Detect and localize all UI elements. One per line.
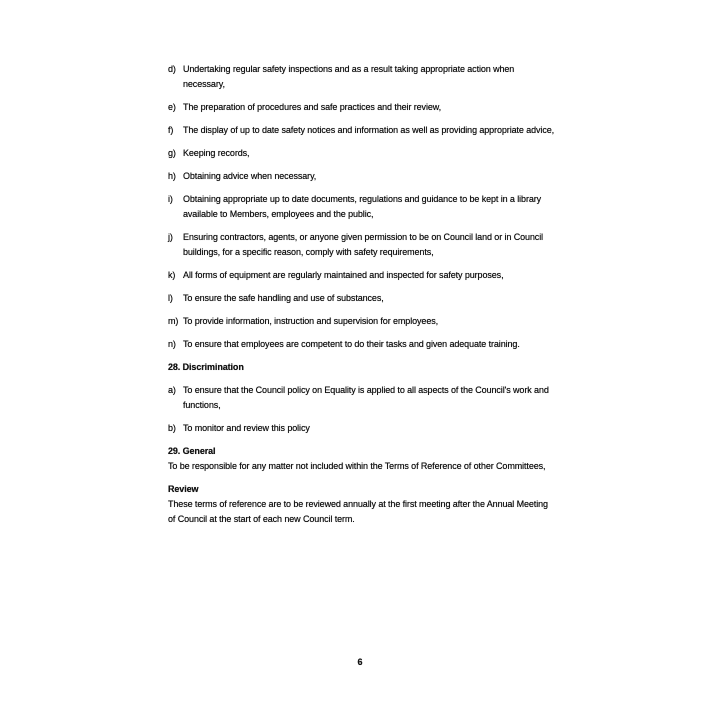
- list-item-label: l): [168, 293, 173, 303]
- list-item-text: All forms of equipment are regularly maintained and inspected for safety purposes,: [183, 270, 504, 280]
- list-item-label: e): [168, 102, 176, 112]
- list-item-text: To ensure that employees are competent to do their tasks and given adequate training.: [183, 339, 520, 349]
- list-item-label: b): [168, 423, 176, 433]
- list-item-i: [168, 192, 556, 222]
- list-item-d: [168, 62, 556, 92]
- document-content: [168, 62, 556, 535]
- list-item-text: Ensuring contractors, agents, or anyone given permission to be on Council land or in Council buildings, for a specific reason, comply with safety requirements,: [183, 232, 544, 257]
- list-item-text: Obtaining appropriate up to date documents, regulations and guidance to be kept in a library available to Members, employees and the public,: [183, 194, 542, 219]
- list-item-label: n): [168, 339, 176, 349]
- list-item-f: [168, 123, 556, 138]
- section-general: [168, 444, 556, 474]
- list-item-label: g): [168, 148, 176, 158]
- list-item-n: [168, 337, 556, 352]
- list-item-label: f): [168, 125, 174, 135]
- list-item-h: [168, 169, 556, 184]
- section-body-review: These terms of reference are to be reviewed annually at the first meeting after the Annual Meeting of Council at the start of each new Council term.: [168, 499, 548, 524]
- list-item-e: [168, 100, 556, 115]
- list-item-label: m): [168, 316, 179, 326]
- section-body-general: To be responsible for any matter not included within the Terms of Reference of other Committees,: [168, 461, 546, 471]
- section-heading-review: Review: [168, 484, 199, 494]
- list-item-k: [168, 268, 556, 283]
- list-item-text: Undertaking regular safety inspections and as a result taking appropriate action when necessary,: [183, 64, 515, 89]
- section-review: [168, 482, 556, 527]
- list-item-label: i): [168, 194, 173, 204]
- list-item-text: Obtaining advice when necessary,: [183, 171, 317, 181]
- list-item-g: [168, 146, 556, 161]
- section-heading-discrimination: 28. Discrimination: [168, 362, 244, 372]
- list-item-label: a): [168, 385, 176, 395]
- list-item-a: [168, 383, 556, 413]
- list-item-j: [168, 230, 556, 260]
- list-item-b: [168, 421, 556, 436]
- page-number: 6: [357, 657, 363, 667]
- list-item-text: Keeping records,: [183, 148, 250, 158]
- list-item-l: [168, 291, 556, 306]
- list-item-label: k): [168, 270, 176, 280]
- list-item-text: The display of up to date safety notices and information as well as providing appropriate advice,: [183, 125, 555, 135]
- list-item-label: j): [168, 232, 173, 242]
- list-item-m: [168, 314, 556, 329]
- list-item-text: To ensure that the Council policy on Equality is applied to all aspects of the Council's work and functions,: [183, 385, 549, 410]
- section-heading-general: 29. General: [168, 446, 216, 456]
- list-item-text: The preparation of procedures and safe practices and their review,: [183, 102, 442, 112]
- list-item-text: To ensure the safe handling and use of substances,: [183, 293, 384, 303]
- list-item-text: To monitor and review this policy: [183, 423, 310, 433]
- list-item-label: h): [168, 171, 176, 181]
- list-item-label: d): [168, 64, 176, 74]
- list-item-text: To provide information, instruction and supervision for employees,: [183, 316, 439, 326]
